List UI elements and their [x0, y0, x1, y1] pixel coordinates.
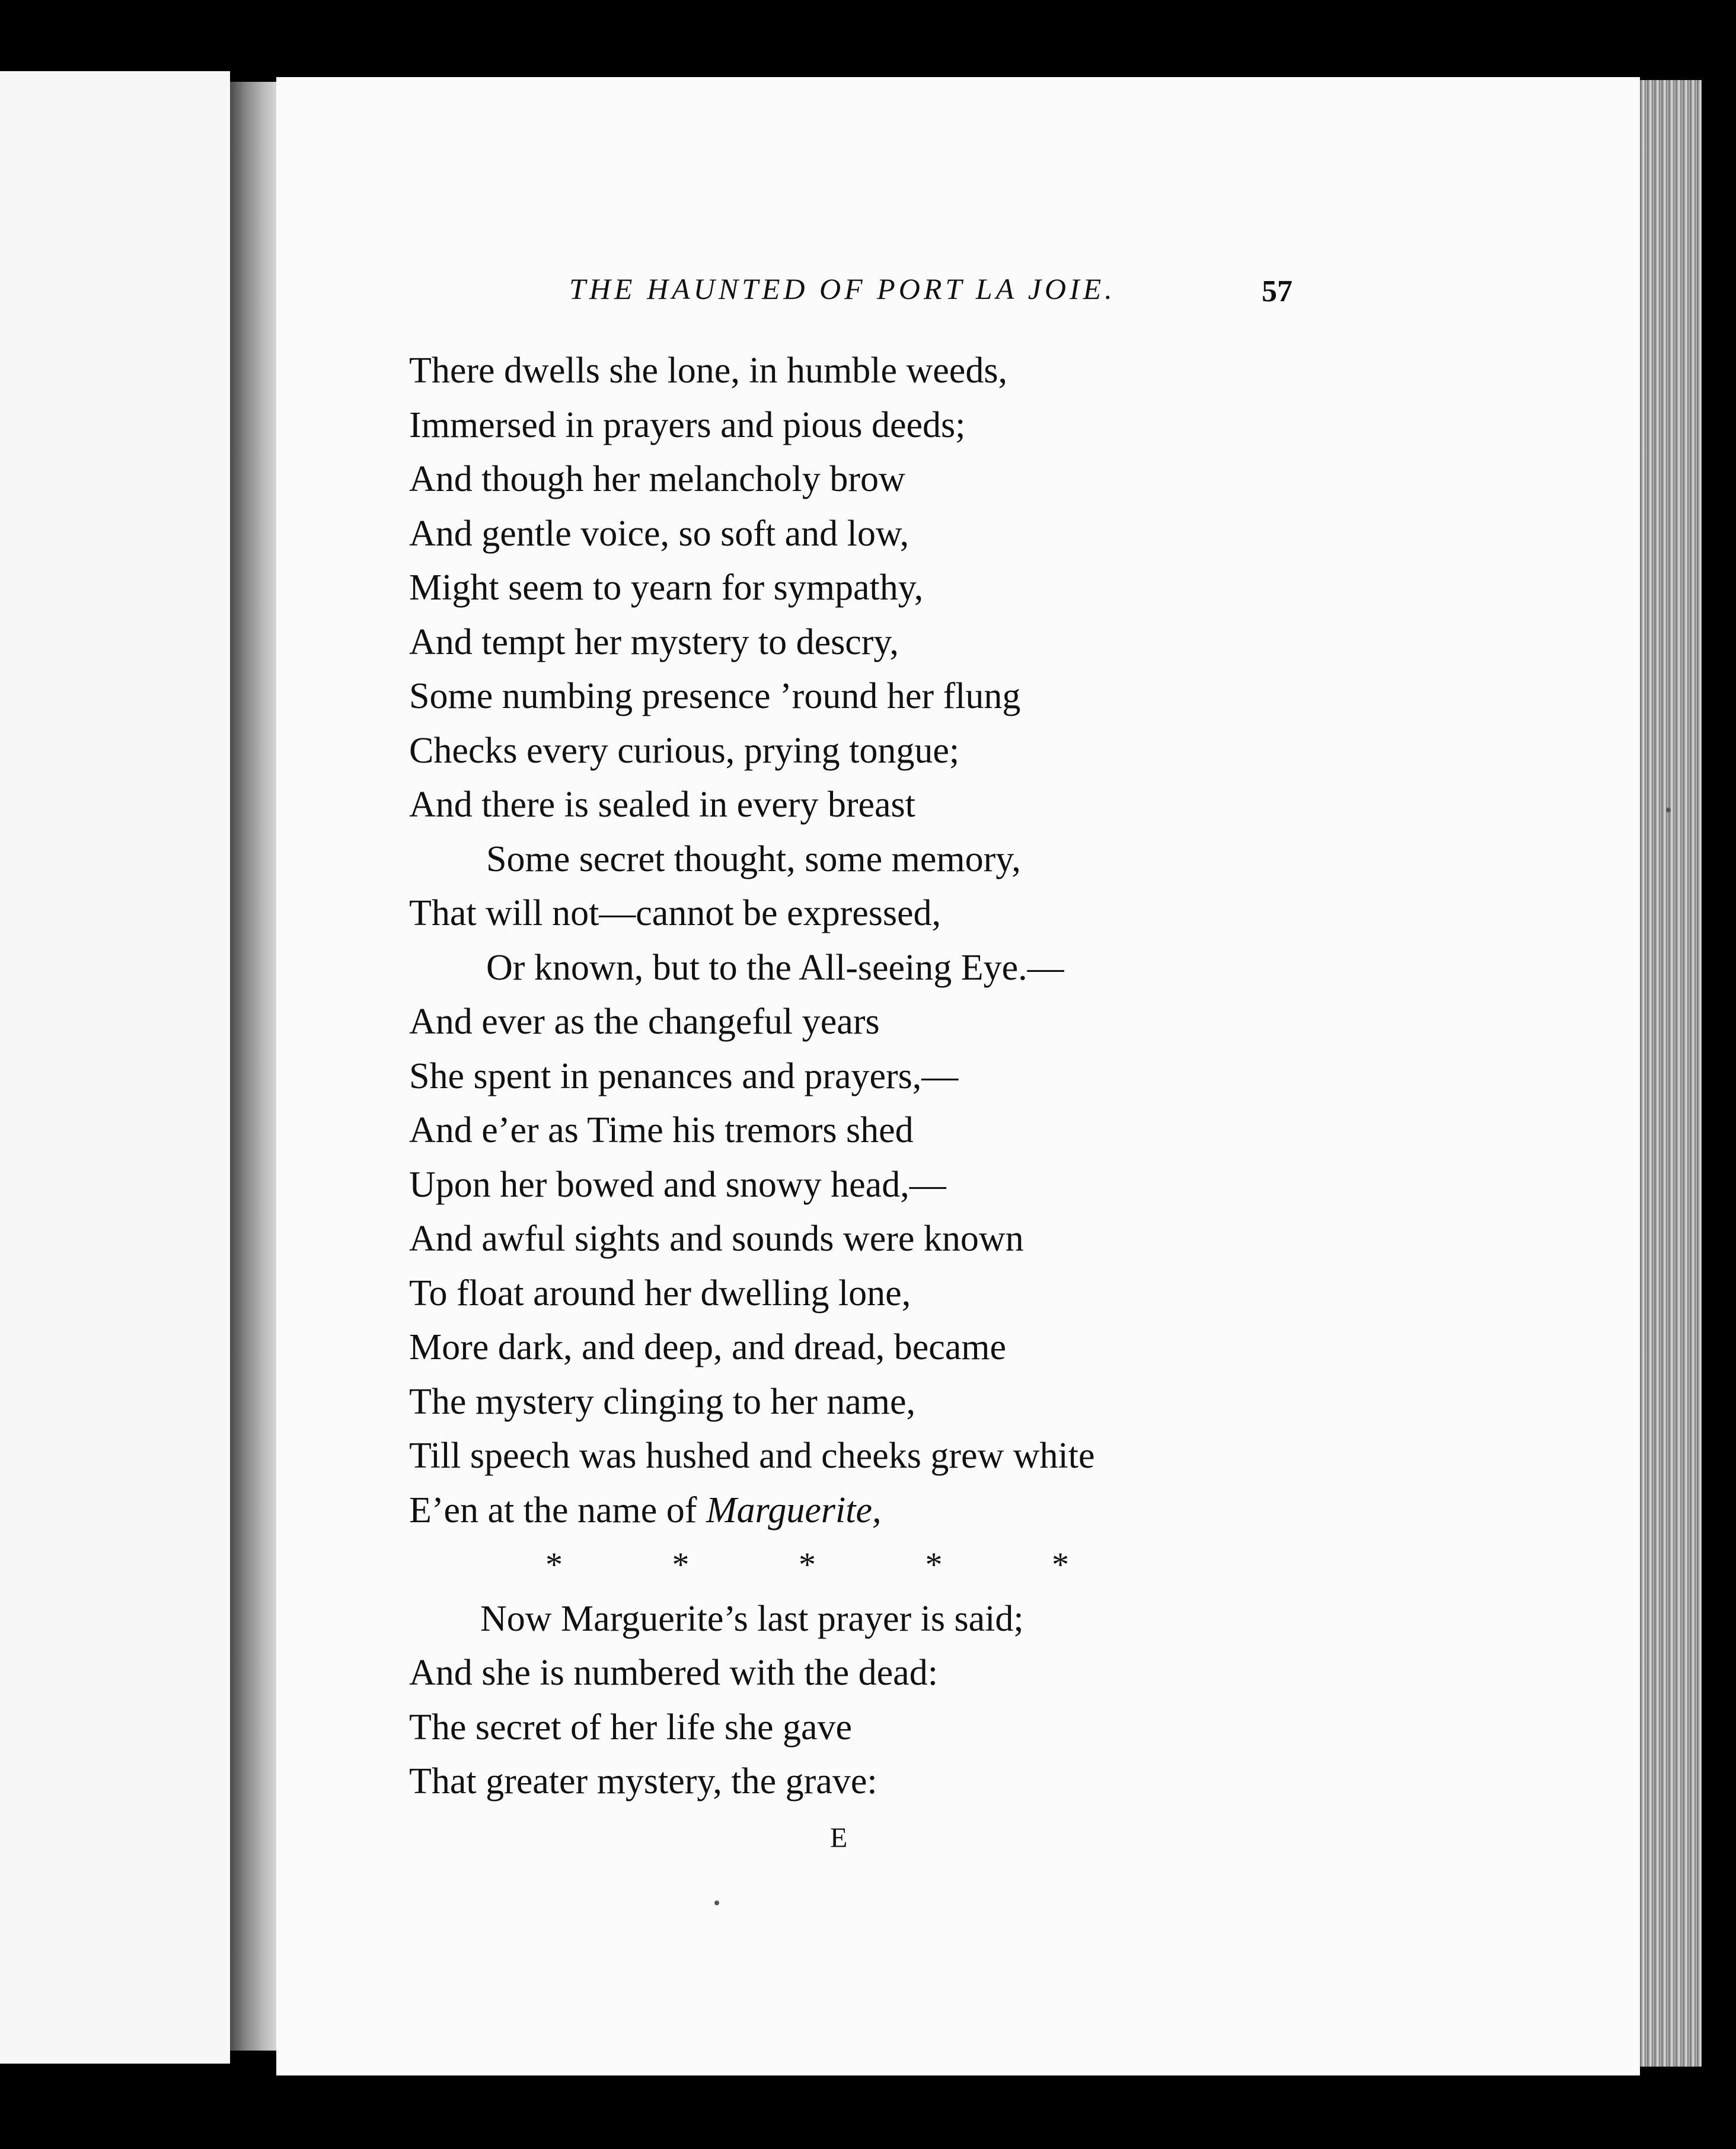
poem-line-indented: Now Marguerite’s last prayer is said; [480, 1598, 1024, 1639]
poem-line: To float around her dwelling lone, [409, 1273, 911, 1313]
scan-border [1702, 0, 1736, 2149]
ink-speck [1666, 808, 1671, 812]
signature-mark: E [830, 1822, 848, 1854]
poem-line: Upon her bowed and snowy head,— [409, 1164, 946, 1205]
poem-line: More dark, and deep, and dread, became [409, 1327, 1007, 1367]
poem-line: Immersed in prayers and pious deeds; [409, 404, 966, 445]
poem-line-indented: Some secret thought, some memory, [486, 838, 1021, 879]
poem-line: Checks every curious, prying tongue; [409, 730, 960, 771]
poem-line: And ever as the changeful years [409, 1002, 880, 1042]
poem-line: Till speech was hushed and cheeks grew white [409, 1436, 1095, 1476]
left-page [0, 71, 230, 2064]
poem-line: Might seem to yearn for sympathy, [409, 567, 924, 608]
poem-line: And there is sealed in every breast [409, 785, 915, 825]
page-number: 57 [1262, 275, 1293, 308]
poem-line: The secret of her life she gave [409, 1707, 853, 1748]
poem-line: That greater mystery, the grave: [409, 1761, 877, 1802]
poem-line: The mystery clinging to her name, [409, 1381, 915, 1422]
running-head: THE HAUNTED OF PORT LA JOIE. [569, 272, 1116, 305]
poem-line-text: E’en at the name of [409, 1490, 706, 1531]
poem-line: She spent in penances and prayers,— [409, 1056, 959, 1096]
poem-line: And awful sights and sounds were known [409, 1219, 1024, 1259]
page-edges [1640, 80, 1702, 2067]
poem-text [409, 344, 1239, 1809]
poem-line: There dwells she lone, in humble weeds, [409, 350, 1007, 391]
poem-line-with-name [409, 1484, 1239, 1538]
poem-line-indented: Or known, but to the All-seeing Eye.— [486, 947, 1064, 988]
poem-line: And though her melancholy brow [409, 459, 905, 499]
poem-line: And gentle voice, so soft and low, [409, 513, 910, 554]
poem-line: And tempt her mystery to descry, [409, 621, 899, 662]
poem-line: That will not—cannot be expressed, [409, 893, 942, 933]
poem-line: Some numbing presence ’round her flung [409, 676, 1021, 716]
italic-name: Marguerite, [706, 1490, 882, 1531]
ink-speck [714, 1901, 719, 1905]
gutter-shadow [230, 82, 277, 2051]
section-separator: * * * * * [545, 1545, 1069, 1584]
poem-line: And e’er as Time his tremors shed [409, 1110, 914, 1150]
poem-line: And she is numbered with the dead: [409, 1653, 938, 1693]
